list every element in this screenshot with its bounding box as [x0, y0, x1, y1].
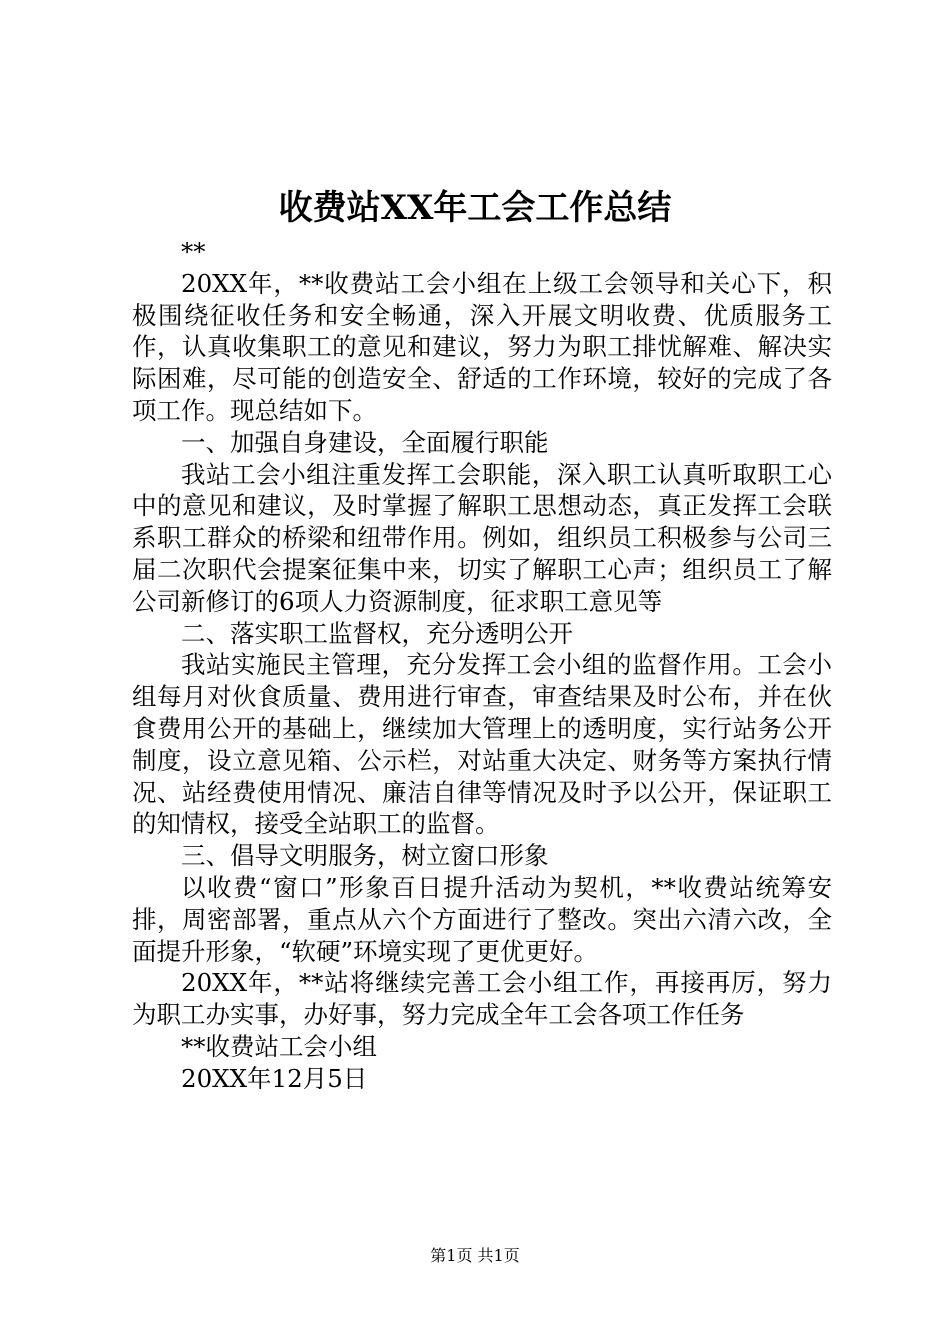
section-heading-1: 一、加强自身建设，全面履行职能 [181, 427, 549, 457]
paragraph-section-3: 以收费“窗口”形象百日提升活动为契机，**收费站统筹安排，周密部署，重点从六个方面进行了整改。突出六清六改，全面提升形象，“软硬”环境实现了更优更好。 [132, 872, 832, 966]
document-date: 20XX年12月5日 [181, 1063, 368, 1093]
paragraph-intro: 20XX年，**收费站工会小组在上级工会领导和关心下，积极围绕征收任务和安全畅通，深入开展文明收费、优质服务工作，认真收集职工的意见和建议，努力为职工排忧解难、解决实际困难，尽可能的创造安全、舒适的工作环境，较好的完成了各项工作。现总结如下。 [132, 268, 832, 425]
signature: **收费站工会小组 [181, 1031, 377, 1061]
document-title: 收费站XX年工会工作总结 [278, 188, 672, 228]
page-number-footer: 第1页 共1页 [430, 1246, 520, 1265]
document-body [132, 236, 832, 1095]
author-line: ** [181, 237, 206, 266]
section-heading-3: 三、倡导文明服务，树立窗口形象 [181, 841, 549, 871]
paragraph-section-1: 我站工会小组注重发挥工会职能，深入职工认真听取职工心中的意见和建议，及时掌握了解职工思想动态，真正发挥工会联系职工群众的桥梁和纽带作用。例如，组织员工积极参与公司三届二次职代会提案征集中来，切实了解职工心声；组织员工了解公司新修订的6项人力资源制度，征求职工意见等 [132, 459, 832, 616]
section-heading-2: 二、落实职工监督权，充分透明公开 [181, 618, 573, 648]
paragraph-section-2: 我站实施民主管理，充分发挥工会小组的监督作用。工会小组每月对伙食质量、费用进行审查，审查结果及时公布，并在伙食费用公开的基础上，继续加大管理上的透明度，实行站务公开制度，设立意见箱、公示栏，对站重大决定、财务等方案执行情况、站经费使用情况、廉洁自律等情况及时予以公开，保证职工的知情权，接受全站职工的监督。 [132, 650, 832, 839]
paragraph-conclusion: 20XX年，**站将继续完善工会小组工作，再接再厉，努力为职工办实事，办好事，努力完成全年工会各项工作任务 [132, 968, 832, 1030]
